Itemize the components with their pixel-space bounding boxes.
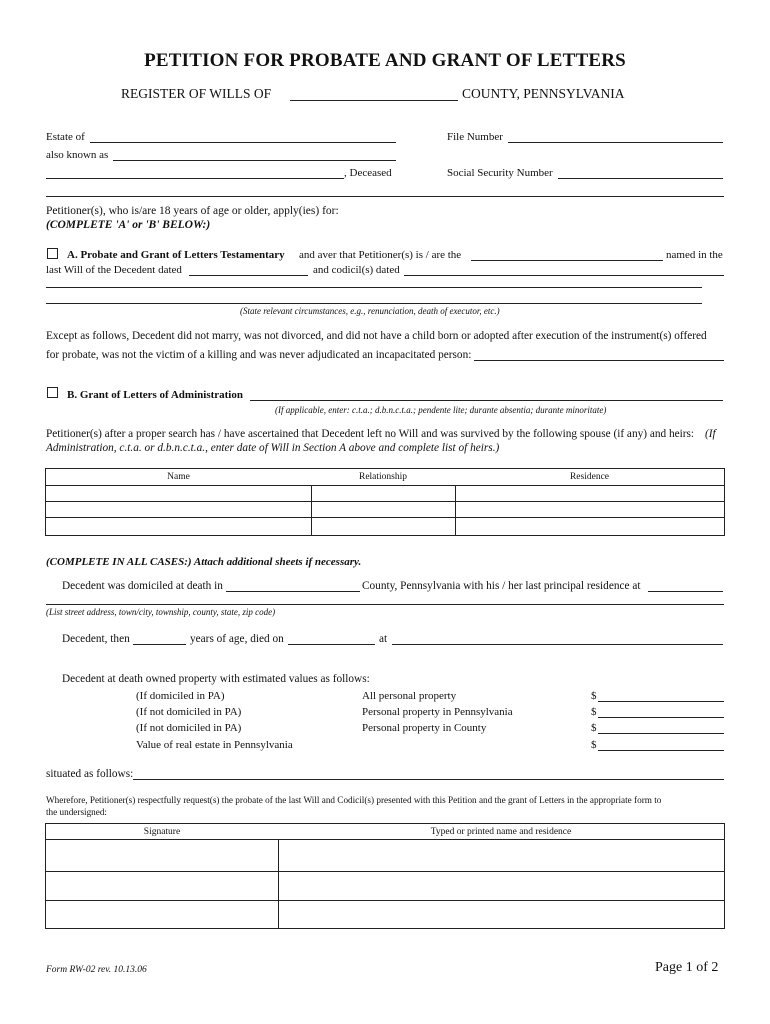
aka-field[interactable] bbox=[113, 147, 396, 161]
except-line-1: Except as follows, Decedent did not marry, was not divorced, and did not have a child born or adopted after execution of the instrument(s) offered bbox=[46, 330, 707, 342]
deceased-label: , Deceased bbox=[344, 167, 392, 179]
form-id: Form RW-02 rev. 10.13.06 bbox=[46, 965, 147, 975]
date-of-death-field[interactable] bbox=[288, 631, 375, 645]
complete-ab-note: (COMPLETE 'A' or 'B' BELOW:) bbox=[46, 219, 211, 231]
circumstances-note: (State relevant circumstances, e.g., renunciation, death of executor, etc.) bbox=[240, 306, 500, 316]
section-a-heading: A. Probate and Grant of Letters Testamentary bbox=[67, 249, 285, 261]
property-intro: Decedent at death owned property with estimated values as follows: bbox=[62, 673, 370, 685]
petitioners-intro: Petitioner(s), who is/are 18 years of age or older, apply(ies) for: bbox=[46, 205, 339, 217]
search-line-1b: (If bbox=[705, 428, 716, 440]
domiciled-label: Decedent was domiciled at death in bbox=[62, 580, 223, 592]
exceptions-field[interactable] bbox=[474, 347, 724, 361]
value-field-1[interactable] bbox=[598, 688, 724, 702]
ssn-label: Social Security Number bbox=[447, 167, 553, 179]
section-b-note: (If applicable, enter: c.t.a.; d.b.n.c.t.a.; pendente lite; durante absentia; durante minoritate) bbox=[275, 405, 607, 415]
place-of-death-field[interactable] bbox=[392, 631, 723, 645]
administration-type-field[interactable] bbox=[250, 387, 723, 401]
at-label: at bbox=[379, 633, 388, 645]
currency-2: $ bbox=[591, 706, 597, 718]
value-field-3[interactable] bbox=[598, 720, 724, 734]
residence-field-2[interactable] bbox=[46, 591, 724, 605]
signature-col: Signature bbox=[143, 827, 181, 837]
heirs-table bbox=[45, 468, 725, 536]
residence-field[interactable] bbox=[648, 578, 723, 592]
situated-field[interactable] bbox=[133, 766, 724, 780]
heirs-col-residence: Residence bbox=[569, 472, 610, 482]
name-residence-col: Typed or printed name and residence bbox=[430, 827, 572, 837]
codicils-label: and codicil(s) dated bbox=[313, 264, 400, 276]
years-died-label: years of age, died on bbox=[190, 633, 284, 645]
heirs-col-relationship: Relationship bbox=[358, 472, 408, 482]
section-a-checkbox[interactable] bbox=[47, 248, 58, 259]
property-condition-2: (If not domiciled in PA) bbox=[136, 706, 242, 718]
file-number-label: File Number bbox=[447, 131, 503, 143]
circumstances-line-1[interactable] bbox=[46, 274, 702, 288]
county-field[interactable] bbox=[290, 87, 458, 101]
age-field[interactable] bbox=[133, 631, 186, 645]
currency-3: $ bbox=[591, 722, 597, 734]
property-type-1: All personal property bbox=[362, 690, 457, 702]
file-number-field[interactable] bbox=[508, 129, 723, 143]
situated-label: situated as follows: bbox=[46, 768, 134, 780]
search-line-2: Administration, c.t.a. or d.b.n.c.t.a., enter date of Will in Section A above and complete list of heirs.) bbox=[46, 442, 500, 454]
property-condition-3: (If not domiciled in PA) bbox=[136, 722, 242, 734]
property-type-2: Personal property in Pennsylvania bbox=[362, 706, 513, 718]
aka-field-2[interactable] bbox=[46, 165, 344, 179]
signature-row[interactable] bbox=[46, 901, 724, 928]
search-line-1: Petitioner(s) after a proper search has / have ascertained that Decedent left no Will and was survived by the following spouse (if any) and heirs: bbox=[46, 428, 695, 440]
county-pa-label: County, Pennsylvania with his / her last principal residence at bbox=[362, 580, 641, 592]
section-b-checkbox[interactable] bbox=[47, 387, 58, 398]
property-type-3: Personal property in County bbox=[362, 722, 487, 734]
currency-1: $ bbox=[591, 690, 597, 702]
heirs-col-name: Name bbox=[167, 472, 190, 482]
signature-row[interactable] bbox=[46, 840, 724, 871]
section-a-text: and aver that Petitioner(s) is / are the bbox=[299, 249, 462, 261]
decedent-then-label: Decedent, then bbox=[62, 633, 130, 645]
register-prefix: REGISTER OF WILLS OF bbox=[121, 86, 272, 101]
ssn-field[interactable] bbox=[558, 165, 723, 179]
page-title: PETITION FOR PROBATE AND GRANT OF LETTERS bbox=[144, 50, 626, 71]
domicile-county-field[interactable] bbox=[226, 578, 360, 592]
table-row[interactable] bbox=[46, 486, 724, 501]
wherefore-line-2: the undersigned: bbox=[46, 807, 107, 817]
table-row[interactable] bbox=[46, 518, 724, 535]
property-condition-4: Value of real estate in Pennsylvania bbox=[136, 739, 293, 751]
section-b-heading: B. Grant of Letters of Administration bbox=[67, 389, 243, 401]
last-will-label: last Will of the Decedent dated bbox=[46, 264, 182, 276]
currency-4: $ bbox=[591, 739, 597, 751]
all-cases-heading: (COMPLETE IN ALL CASES:) Attach additional sheets if necessary. bbox=[46, 556, 362, 568]
page-number: Page 1 of 2 bbox=[655, 960, 719, 975]
value-field-2[interactable] bbox=[598, 704, 724, 718]
register-suffix: COUNTY, PENNSYLVANIA bbox=[462, 86, 625, 101]
petitioner-role-field[interactable] bbox=[471, 247, 663, 261]
named-in-the-label: named in the bbox=[666, 249, 723, 261]
wherefore-line-1: Wherefore, Petitioner(s) respectfully request(s) the probate of the last Will and Codicil(s) presented with this Petition and the grant of Letters in the appropriate form to bbox=[46, 795, 662, 805]
estate-of-label: Estate of bbox=[46, 131, 85, 143]
signature-table bbox=[45, 823, 725, 929]
aka-label: also known as bbox=[46, 149, 109, 161]
value-field-4[interactable] bbox=[598, 737, 724, 751]
estate-name-field[interactable] bbox=[90, 129, 396, 143]
table-row[interactable] bbox=[46, 502, 724, 517]
circumstances-line-2[interactable] bbox=[46, 290, 702, 304]
property-condition-1: (If domiciled in PA) bbox=[136, 690, 225, 702]
except-line-2: for probate, was not the victim of a killing and was never adjudicated an incapacitated person: bbox=[46, 349, 472, 361]
signature-row[interactable] bbox=[46, 872, 724, 900]
section-divider bbox=[46, 196, 724, 197]
address-note: (List street address, town/city, township, county, state, zip code) bbox=[46, 607, 276, 617]
